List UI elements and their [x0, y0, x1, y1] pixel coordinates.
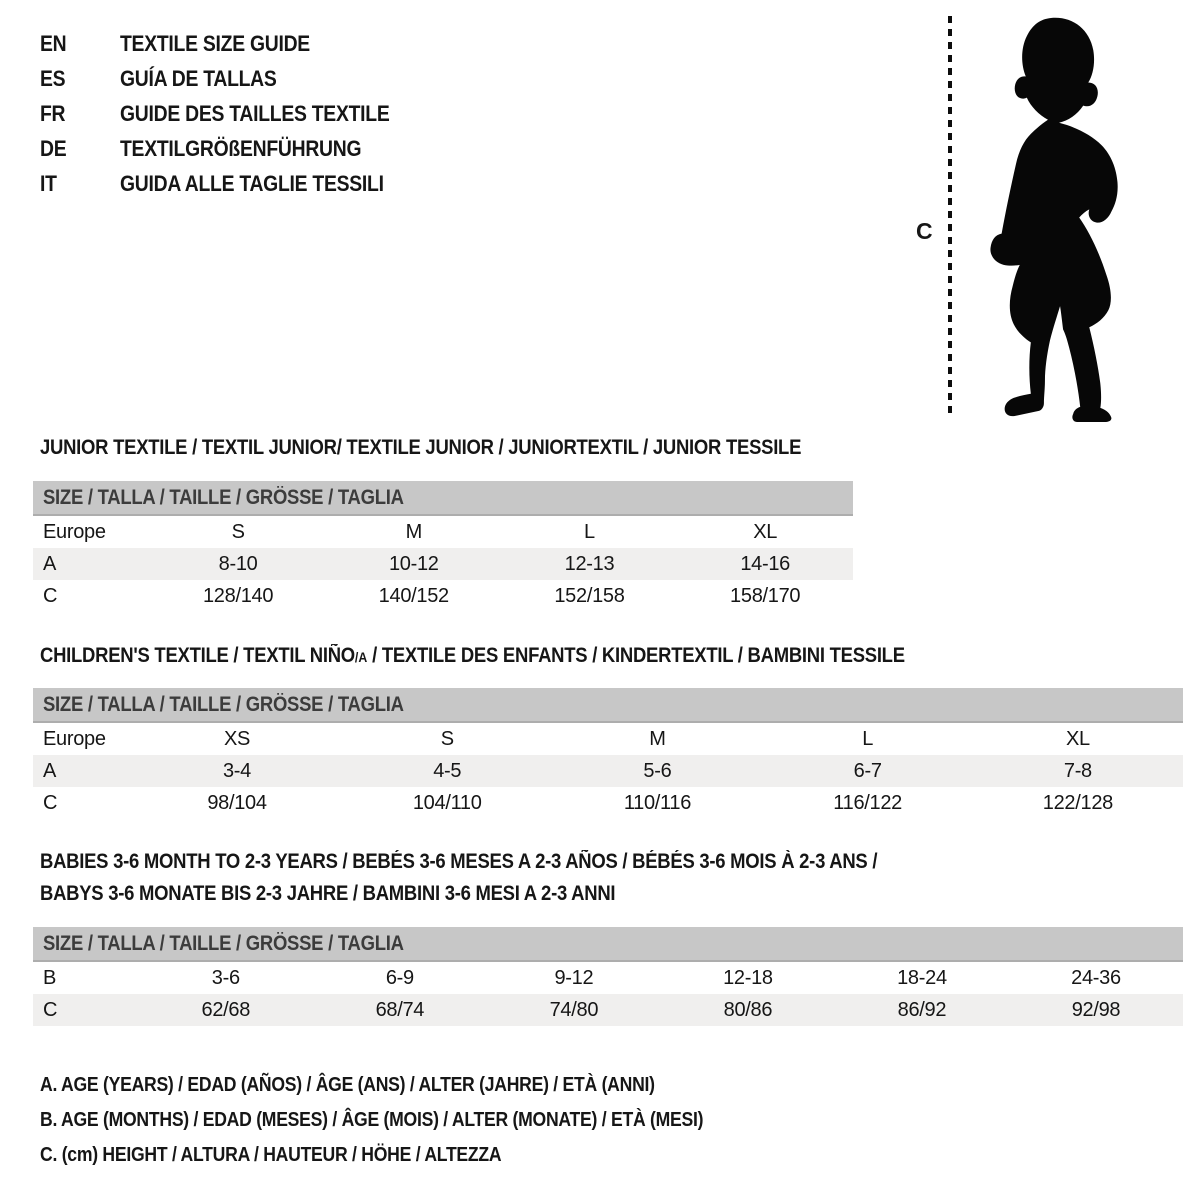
size-header-cell: XL [1065, 727, 1090, 750]
cell: 12-13 [502, 548, 678, 580]
cell: 80/86 [661, 994, 835, 1026]
row-label: C [43, 791, 58, 814]
cell: 3-6 [211, 966, 240, 989]
table-row-height [33, 994, 1183, 1026]
row-label: B [43, 966, 57, 989]
language-row-en [40, 26, 426, 61]
guide-title-fr: GUIDE DES TAILLES TEXTILE [120, 100, 390, 126]
guide-title-de: TEXTILGRÖßENFÜHRUNG [120, 135, 362, 161]
guide-title-en: TEXTILE SIZE GUIDE [120, 30, 310, 56]
cell: 8-10 [150, 548, 326, 580]
size-header-cell: XL [753, 520, 778, 543]
size-header-bar-label: SIZE / TALLA / TAILLE / GRÖSSE / TAGLIA [43, 485, 404, 509]
cell: 158/170 [730, 584, 801, 607]
cell: 122/128 [1042, 791, 1113, 814]
size-header-cell: L [584, 520, 595, 543]
region-header-cell: Europe [43, 520, 106, 543]
cell: 152/158 [554, 584, 625, 607]
language-row-it [40, 166, 426, 201]
babies-section-title-line1: BABIES 3-6 MONTH TO 2-3 YEARS / BEBÉS 3-6 MESES A 2-3 AÑOS / BÉBÉS 3-6 MOIS À 2-3 ANS / [40, 850, 878, 873]
children-section-title: CHILDREN'S TEXTILE / TEXTIL NIÑO/A / TEXTILE DES ENFANTS / KINDERTEXTIL / BAMBINI TESSILE [40, 644, 905, 667]
language-title-block [40, 26, 426, 201]
size-header-cell: L [862, 727, 874, 750]
legend-age-years: A. AGE (YEARS) / EDAD (AÑOS) / ÂGE (ANS) / ALTER (JAHRE) / ETÀ (ANNI) [40, 1074, 655, 1096]
cell: 86/92 [835, 994, 1009, 1026]
cell: 116/122 [833, 791, 903, 814]
cell: 62/68 [139, 994, 313, 1026]
row-label: C [33, 994, 139, 1026]
table-row-age [33, 755, 1183, 787]
language-code: EN [40, 30, 67, 56]
size-header-bar-label: SIZE / TALLA / TAILLE / GRÖSSE / TAGLIA [43, 692, 404, 716]
table-row-age [33, 548, 853, 580]
cell: 7-8 [973, 755, 1183, 787]
row-label: A [33, 755, 132, 787]
cell: 12-18 [723, 966, 773, 989]
toddler-silhouette-icon [958, 14, 1148, 422]
table-row-months [33, 961, 1183, 994]
language-code: ES [40, 65, 66, 91]
cell: 10-12 [326, 548, 502, 580]
size-header-bar [33, 688, 1183, 722]
legend-height-cm: C. (cm) HEIGHT / ALTURA / HAUTEUR / HÖHE / ALTEZZA [40, 1144, 502, 1166]
size-header-bar [33, 927, 1183, 961]
language-code: FR [40, 100, 66, 126]
table-header-row [33, 515, 853, 548]
cell: 74/80 [487, 994, 661, 1026]
guide-title-it: GUIDA ALLE TAGLIE TESSILI [120, 170, 384, 196]
cell: 6-9 [385, 966, 414, 989]
babies-section-title-line2: BABYS 3-6 MONATE BIS 2-3 JAHRE / BAMBINI 3-6 MESI A 2-3 ANNI [40, 882, 616, 905]
region-header-cell: Europe [43, 727, 106, 750]
junior-size-table [33, 481, 853, 612]
language-code: DE [40, 135, 67, 161]
cell: 92/98 [1009, 994, 1183, 1026]
size-header-bar [33, 481, 853, 515]
size-header-bar-label: SIZE / TALLA / TAILLE / GRÖSSE / TAGLIA [43, 931, 404, 955]
cell: 18-24 [897, 966, 947, 989]
nino-a-subscript: /A [354, 649, 368, 665]
language-row-fr [40, 96, 426, 131]
height-measure-label: C [916, 218, 933, 244]
cell: 5-6 [552, 755, 762, 787]
cell: 6-7 [763, 755, 973, 787]
cell: 110/116 [623, 791, 692, 814]
cell: 68/74 [313, 994, 487, 1026]
size-header-cell: M [649, 727, 666, 750]
cell: 9-12 [554, 966, 594, 989]
cell: 24-36 [1071, 966, 1121, 989]
language-row-de [40, 131, 426, 166]
size-header-cell: XS [223, 727, 251, 750]
height-measure-dashed-line [948, 16, 952, 418]
size-header-cell: M [405, 520, 422, 543]
cell: 104/110 [412, 791, 482, 814]
guide-title-es: GUÍA DE TALLAS [120, 65, 277, 91]
language-row-es [40, 61, 426, 96]
row-label: A [33, 548, 150, 580]
cell: 128/140 [202, 584, 274, 607]
cell: 140/152 [378, 584, 449, 607]
size-header-cell: S [440, 727, 454, 750]
cell: 3-4 [132, 755, 342, 787]
table-header-row [33, 722, 1183, 755]
size-header-cell: S [231, 520, 245, 543]
babies-size-table [33, 927, 1183, 1026]
legend-age-months: B. AGE (MONTHS) / EDAD (MESES) / ÂGE (MOIS) / ALTER (MONATE) / ETÀ (MESI) [40, 1109, 704, 1131]
language-code: IT [40, 170, 57, 196]
table-row-height [33, 580, 853, 612]
cell: 14-16 [677, 548, 853, 580]
table-row-height [33, 787, 1183, 819]
cell: 98/104 [207, 791, 267, 814]
legend-block [40, 1068, 794, 1173]
junior-section-title: JUNIOR TEXTILE / TEXTIL JUNIOR/ TEXTILE JUNIOR / JUNIORTEXTIL / JUNIOR TESSILE [40, 436, 802, 459]
cell: 4-5 [342, 755, 552, 787]
row-label: C [43, 584, 58, 607]
children-size-table [33, 688, 1183, 819]
